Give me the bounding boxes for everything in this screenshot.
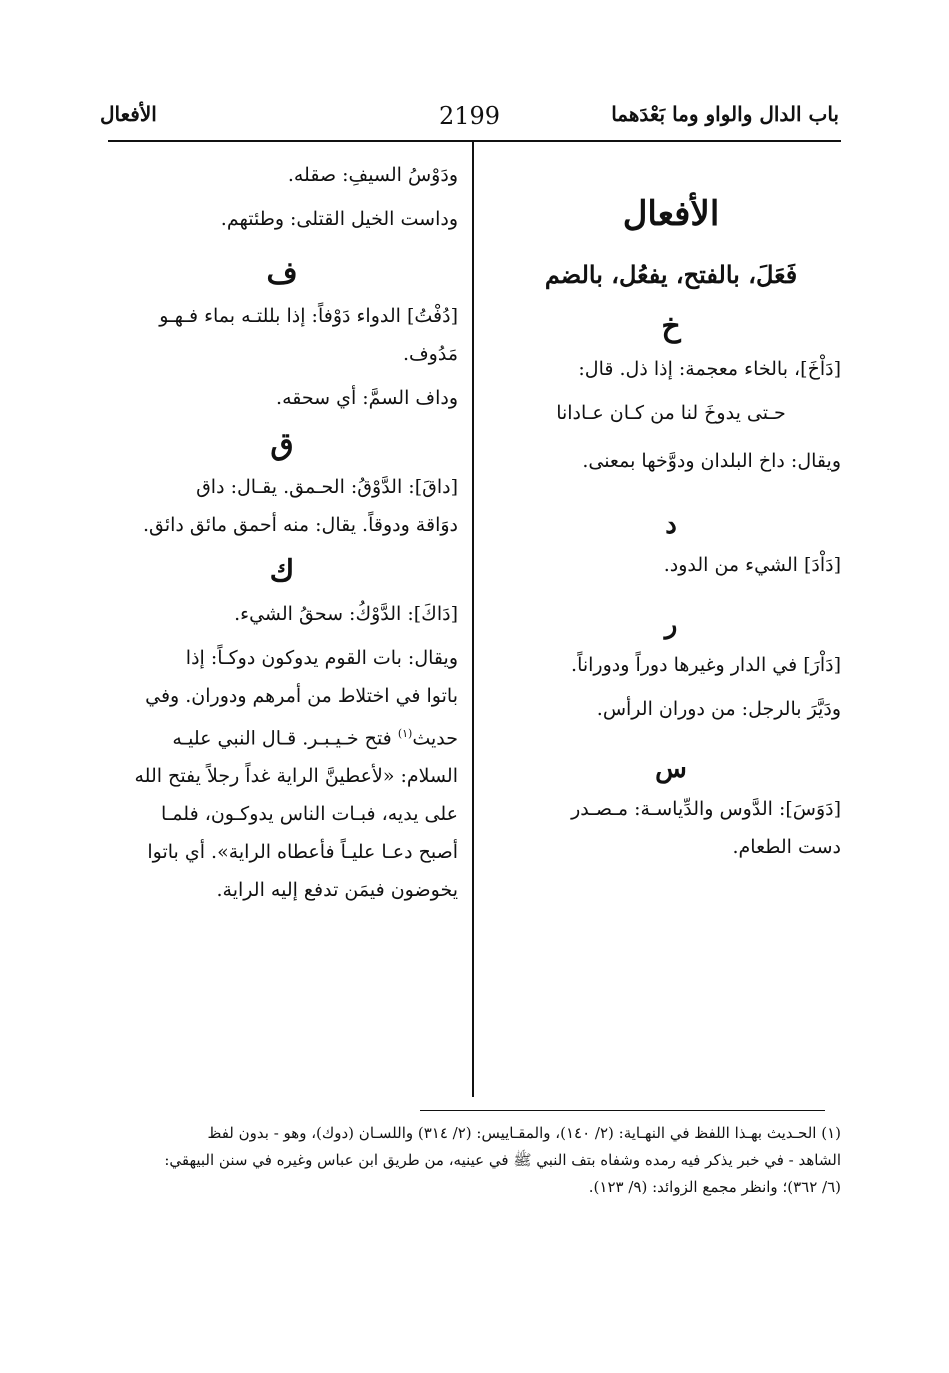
entry-duft-1: [دُفْتُ] الدواء دَوْفاً: إذا بللتـه بماء فـهـو xyxy=(159,305,458,327)
letter-heading-qaf: ق xyxy=(270,427,294,462)
letter-heading-sin: س xyxy=(655,754,687,784)
entry-dar: [دَاْرَ] في الدار وغيرها دوراً ودوراناً. xyxy=(571,654,841,676)
section-subtitle: فَعَلَ، بالفتح، يفعُل، بالضم xyxy=(544,260,798,289)
footnote-line-2: الشاهد - في خبر يذكر فيه رمده وشفاه بتف النبي ﷺ في عينيه، من طريق ابن عباس وغيره في سنن البيهقي: xyxy=(164,1151,841,1169)
header-rule xyxy=(108,140,841,142)
hadith-line-7: يخوضون فيمَن تدفع إليه الراية. xyxy=(216,879,458,902)
page-number: 2199 xyxy=(438,102,501,130)
right-column xyxy=(501,160,841,876)
footnotes xyxy=(106,1120,841,1201)
entry-dakh: [دَاْخَ]، بالخاء معجمة: إذا ذل. قال: xyxy=(578,358,841,380)
entry-daws-2: دست الطعام. xyxy=(732,836,841,858)
entry-dakh-extra: ويقال: داخ البلدان ودوَّخها بمعنى. xyxy=(582,450,841,472)
column-divider xyxy=(472,142,474,1097)
letter-heading-dal: د xyxy=(665,510,677,540)
entry-daf-summ: وداف السمَّ: أي سحقه. xyxy=(276,387,458,409)
entry-daq-2: دوَاقة ودوقاً. يقال: منه أحمق مائق دائق. xyxy=(142,514,458,536)
hadith-text: حديث xyxy=(412,727,458,750)
entry-dak: [دَاكَ]: الدَّوْكُ: سحقُ الشيء. xyxy=(234,603,458,625)
entry-dayyar: ودَيَّرَ بالرجل: من دوران الرأس. xyxy=(596,698,841,720)
entry-daws-1: [دَوَسَ]: الدَّوس والدِّياسـة: مـصـدر xyxy=(571,798,841,820)
left-column xyxy=(106,160,458,913)
header-chapter-title: باب الدال والواو وما بَعْدَهما xyxy=(611,102,839,126)
footnote-line-1: (١) الحـديث بهـذا اللفظ في النهـاية: (٢/ ١٤٠)، والمقـاييس: (٢/ ٣١٤) واللسـان (دوك)، وهو - بدون لفظ xyxy=(207,1124,841,1142)
hadith-line-3 xyxy=(106,719,458,753)
entry-daws-sayf: ودَوْسُ السيفِ: صقله. xyxy=(287,164,458,186)
running-header xyxy=(100,96,839,136)
letter-heading-fa: ف xyxy=(266,256,298,291)
footnote-reference[interactable]: (١) xyxy=(397,727,413,740)
header-section-title: الأفعال xyxy=(100,102,157,126)
section-title: الأفعال xyxy=(622,194,720,234)
entry-dad: [دَاْدَ] الشيء من الدود. xyxy=(663,554,841,576)
hadith-line-5: على يديه، فبـات الناس يدوكـون، فلمـا xyxy=(160,803,458,826)
verse-dakh: حـتى يدوخَ لنا من كـان عـادانا xyxy=(556,402,786,424)
footnote-rule xyxy=(420,1110,825,1111)
entry-dasat-khayl: وداست الخيل القتلى: وطئتهم. xyxy=(220,208,458,230)
footnote-line-3: (٦/ ٣٦٢)؛ وانظر مجمع الزوائد: (٩/ ١٢٣). xyxy=(588,1178,841,1196)
entry-duft-2: مَدُوف. xyxy=(402,343,458,365)
hadith-line-1: ويقال: بات القوم يدوكون دوكـاً: إذا xyxy=(185,647,458,669)
hadith-line-4: السلام: «لأعطينَّ الراية غداً رجلاً يفتح الله xyxy=(134,765,458,788)
hadith-line-6: أصبح دعـا عليـاً فأعطاه الراية». أي باتوا xyxy=(147,841,458,864)
letter-heading-kaf: ك xyxy=(269,554,295,589)
hadith-text: فتح خـيـبـر. قـال النبي عليـه xyxy=(172,727,398,750)
letter-heading-kha: خ xyxy=(661,309,681,344)
hadith-line-2: باتوا في اختلاط من أمرهم ودوران. وفي xyxy=(145,685,458,707)
letter-heading-ra: ر xyxy=(664,610,678,640)
entry-daq-1: [داقَ]: الدَّوْقُ: الحـمق. يقـال: داق xyxy=(196,476,458,498)
